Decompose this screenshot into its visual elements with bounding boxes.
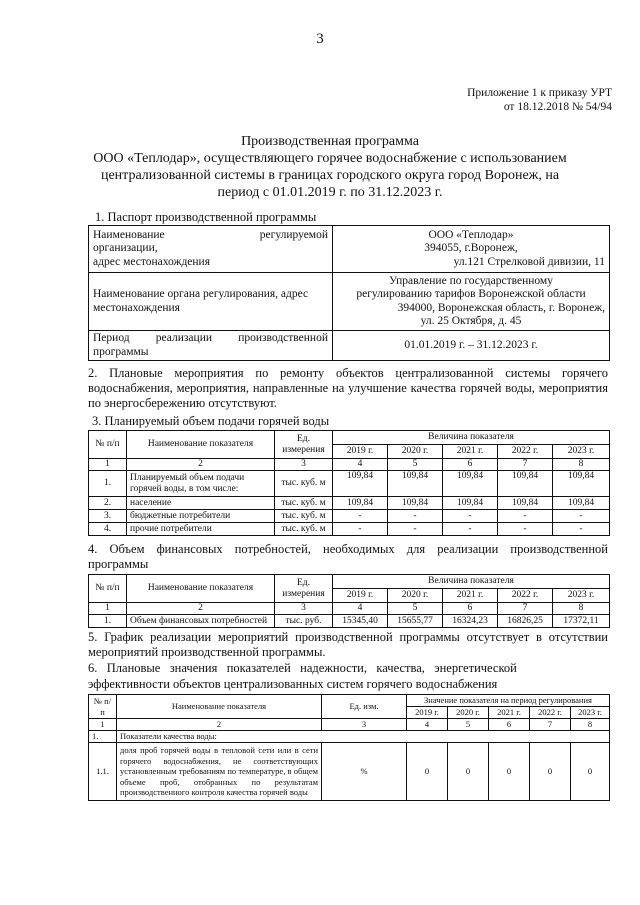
row-value: 109,84: [333, 497, 388, 510]
year-header: 2023 г.: [571, 707, 610, 719]
row-value: 16826,25: [498, 615, 553, 628]
col-name-header: Наименование показателя: [117, 695, 322, 719]
index-cell: 8: [553, 603, 610, 615]
index-cell: 6: [489, 719, 530, 731]
row-value: 15655,77: [388, 615, 443, 628]
passport-row: [89, 331, 610, 361]
index-cell: 1: [89, 719, 117, 731]
passport-label: Наименование органа регулирования, адрес местонахождения: [89, 273, 333, 331]
row-unit: тыс. руб.: [275, 615, 333, 628]
passport-row: [89, 226, 610, 273]
index-cell: 7: [530, 719, 571, 731]
index-cell: 1: [89, 459, 127, 471]
header-row: [89, 575, 610, 589]
section-3-heading: 3. Планируемый объем подачи горячей воды: [92, 414, 330, 428]
index-cell: 2: [127, 459, 275, 471]
year-header: 2019 г.: [407, 707, 448, 719]
row-value: 109,84: [333, 471, 388, 497]
row-value: 109,84: [498, 471, 553, 497]
label-word: регулируемой: [259, 228, 328, 241]
row-value: 0: [530, 743, 571, 801]
index-cell: 1: [89, 603, 127, 615]
section-6-heading-line-1: 6. Плановые значения показателей надежности, качества, энергетической: [88, 661, 517, 675]
year-header: 2022 г.: [498, 589, 553, 603]
year-header: 2021 г.: [443, 589, 498, 603]
indicators-table: [88, 694, 610, 801]
col-value-header: Величина показателя: [333, 431, 610, 445]
col-name-header: Наименование показателя: [127, 575, 275, 603]
section-2-text: 2. Плановые мероприятия по ремонту объектов централизованной системы горячего водоснабжения, мероприятия, направленные на улучшение качества горячей воды, мероприятия по энергосбережению отсутствуют.: [88, 366, 608, 410]
value-line: 394000, Воронежская область, г. Воронеж,: [397, 301, 605, 314]
table-row: [89, 497, 610, 510]
year-header: 2020 г.: [388, 445, 443, 459]
index-cell: 5: [388, 459, 443, 471]
row-num: 4.: [89, 523, 127, 536]
value-line: 394055, г.Воронеж,: [424, 242, 518, 255]
section-4-heading: 4. Объем финансовых потребностей, необходимых для реализации производственной программы: [88, 542, 608, 571]
col-unit-header: Ед. измерения: [275, 575, 333, 603]
row-value: 0: [489, 743, 530, 801]
row-unit: тыс. куб. м: [275, 497, 333, 510]
row-value: 109,84: [553, 497, 610, 510]
row-value: -: [553, 510, 610, 523]
header-row: [89, 695, 610, 707]
row-value: 16324,23: [443, 615, 498, 628]
label-word: программы: [93, 345, 149, 358]
year-header: 2021 г.: [443, 445, 498, 459]
row-unit: тыс. куб. м: [275, 510, 333, 523]
passport-label: [89, 226, 333, 273]
year-header: 2019 г.: [333, 589, 388, 603]
year-header: 2023 г.: [553, 589, 610, 603]
index-row: [89, 603, 610, 615]
passport-table: [88, 225, 610, 361]
title-line-1: Производственная программа: [241, 134, 419, 149]
row-name: прочие потребители: [127, 523, 275, 536]
row-value: -: [333, 523, 388, 536]
appendix-line-1: Приложение 1 к приказу УРТ: [467, 87, 612, 99]
index-cell: 5: [448, 719, 489, 731]
row-name: население: [127, 497, 275, 510]
col-num-header: № п/п: [89, 575, 127, 603]
row-value: -: [388, 510, 443, 523]
passport-value: [333, 226, 610, 273]
label-word: Период: [93, 332, 130, 344]
index-cell: 2: [127, 603, 275, 615]
col-unit-header: Ед. измерения: [275, 431, 333, 459]
appendix-line-2: от 18.12.2018 № 54/94: [503, 101, 612, 113]
page-number: 3: [316, 31, 324, 47]
row-value: 109,84: [498, 497, 553, 510]
section-1-heading: 1. Паспорт производственной программы: [95, 210, 317, 224]
index-cell: 8: [553, 459, 610, 471]
value-line: регулированию тарифов Воронежской области: [356, 288, 586, 300]
label-word: реализации: [155, 332, 212, 344]
row-value: 109,84: [388, 497, 443, 510]
row-value: -: [498, 523, 553, 536]
row-value: 109,84: [553, 471, 610, 497]
row-value: -: [443, 510, 498, 523]
index-cell: 4: [407, 719, 448, 731]
row-value: 17372,11: [553, 615, 610, 628]
section-6-heading-line-2: эффективности объектов централизованных систем горячего водоснабжения: [88, 677, 498, 691]
row-value: 0: [571, 743, 610, 801]
index-cell: 2: [117, 719, 322, 731]
index-cell: 3: [275, 459, 333, 471]
title-line-3: централизованной системы в границах городского округа город Воронеж, на: [100, 168, 560, 183]
table-row: [89, 523, 610, 536]
group-row: [89, 731, 610, 743]
year-header: 2023 г.: [553, 445, 610, 459]
table-row: [89, 615, 610, 628]
year-header: 2022 г.: [498, 445, 553, 459]
col-num-header: № п/п: [89, 695, 117, 719]
value-line: ООО «Теплодар»: [428, 228, 514, 241]
document-title: [60, 133, 600, 201]
index-cell: 3: [322, 719, 407, 731]
index-cell: 4: [333, 603, 388, 615]
row-num: 1.: [89, 731, 117, 743]
row-value: -: [443, 523, 498, 536]
index-cell: 7: [498, 603, 553, 615]
table-row: [89, 743, 610, 801]
row-value: 109,84: [443, 497, 498, 510]
index-row: [89, 459, 610, 471]
year-header: 2022 г.: [530, 707, 571, 719]
title-line-4: период с 01.01.2019 г. по 31.12.2023 г.: [217, 185, 443, 200]
index-cell: 5: [388, 603, 443, 615]
year-header: 2019 г.: [333, 445, 388, 459]
index-cell: 6: [443, 603, 498, 615]
year-header: 2021 г.: [489, 707, 530, 719]
passport-value: [333, 273, 610, 331]
row-name: Планируемый объем подачи горячей воды, в том числе:: [127, 471, 275, 497]
label-word: адрес местонахождения: [93, 255, 211, 268]
row-value: -: [388, 523, 443, 536]
passport-label: [89, 331, 333, 361]
row-name: Объем финансовых потребностей: [127, 615, 275, 628]
passport-row: [89, 273, 610, 331]
table-row: [89, 471, 610, 497]
title-line-2: ООО «Теплодар», осуществляющего горячее водоснабжение с использованием: [93, 151, 567, 166]
value-line: Управление по государственному: [389, 274, 553, 287]
row-num: 1.1.: [89, 743, 117, 801]
col-value-header: Величина показателя: [333, 575, 610, 589]
year-header: 2020 г.: [388, 589, 443, 603]
row-value: -: [553, 523, 610, 536]
row-value: 0: [448, 743, 489, 801]
row-value: 109,84: [388, 471, 443, 497]
row-value: -: [333, 510, 388, 523]
label-word: Наименование: [93, 228, 165, 241]
col-name-header: Наименование показателя: [127, 431, 275, 459]
index-cell: 4: [333, 459, 388, 471]
col-unit-header: Ед. изм.: [322, 695, 407, 719]
group-name: Показатели качества воды:: [117, 731, 610, 743]
index-cell: 3: [275, 603, 333, 615]
section-5-text: 5. График реализации мероприятий производственной программы отсутствует в отсутствии мероприятий производственной программы.: [88, 630, 608, 659]
row-unit: %: [322, 743, 407, 801]
header-row: [89, 431, 610, 445]
index-cell: 6: [443, 459, 498, 471]
table-row: [89, 510, 610, 523]
label-word: производственной: [238, 332, 328, 344]
index-cell: 7: [498, 459, 553, 471]
row-value: 15345,40: [333, 615, 388, 628]
row-value: 109,84: [443, 471, 498, 497]
index-cell: 8: [571, 719, 610, 731]
row-value: 0: [407, 743, 448, 801]
index-row: [89, 719, 610, 731]
row-name: бюджетные потребители: [127, 510, 275, 523]
row-num: 1.: [89, 615, 127, 628]
row-unit: тыс. куб. м: [275, 471, 333, 497]
col-value-header: Значение показателя на период регулирования: [407, 695, 610, 707]
financial-needs-table: [88, 574, 610, 628]
row-num: 1.: [89, 471, 127, 497]
row-value: -: [498, 510, 553, 523]
passport-value: 01.01.2019 г. – 31.12.2023 г.: [333, 331, 610, 361]
appendix-note: [467, 86, 612, 114]
year-header: 2020 г.: [448, 707, 489, 719]
label-word: организации,: [93, 242, 158, 255]
value-line: ул. 25 Октября, д. 45: [420, 315, 522, 327]
value-line: ул.121 Стрелковой дивизии, 11: [453, 255, 605, 268]
water-volume-table: [88, 430, 610, 536]
row-name: доля проб горячей воды в тепловой сети или в сети горячего водоснабжения, не соответствующих установленным требованиям по температуре, в общем объеме проб, отобранных по результатам производственного контроля качества горячей воды: [117, 743, 322, 801]
row-unit: тыс. куб. м: [275, 523, 333, 536]
row-num: 2.: [89, 497, 127, 510]
col-num-header: № п/п: [89, 431, 127, 459]
row-num: 3.: [89, 510, 127, 523]
